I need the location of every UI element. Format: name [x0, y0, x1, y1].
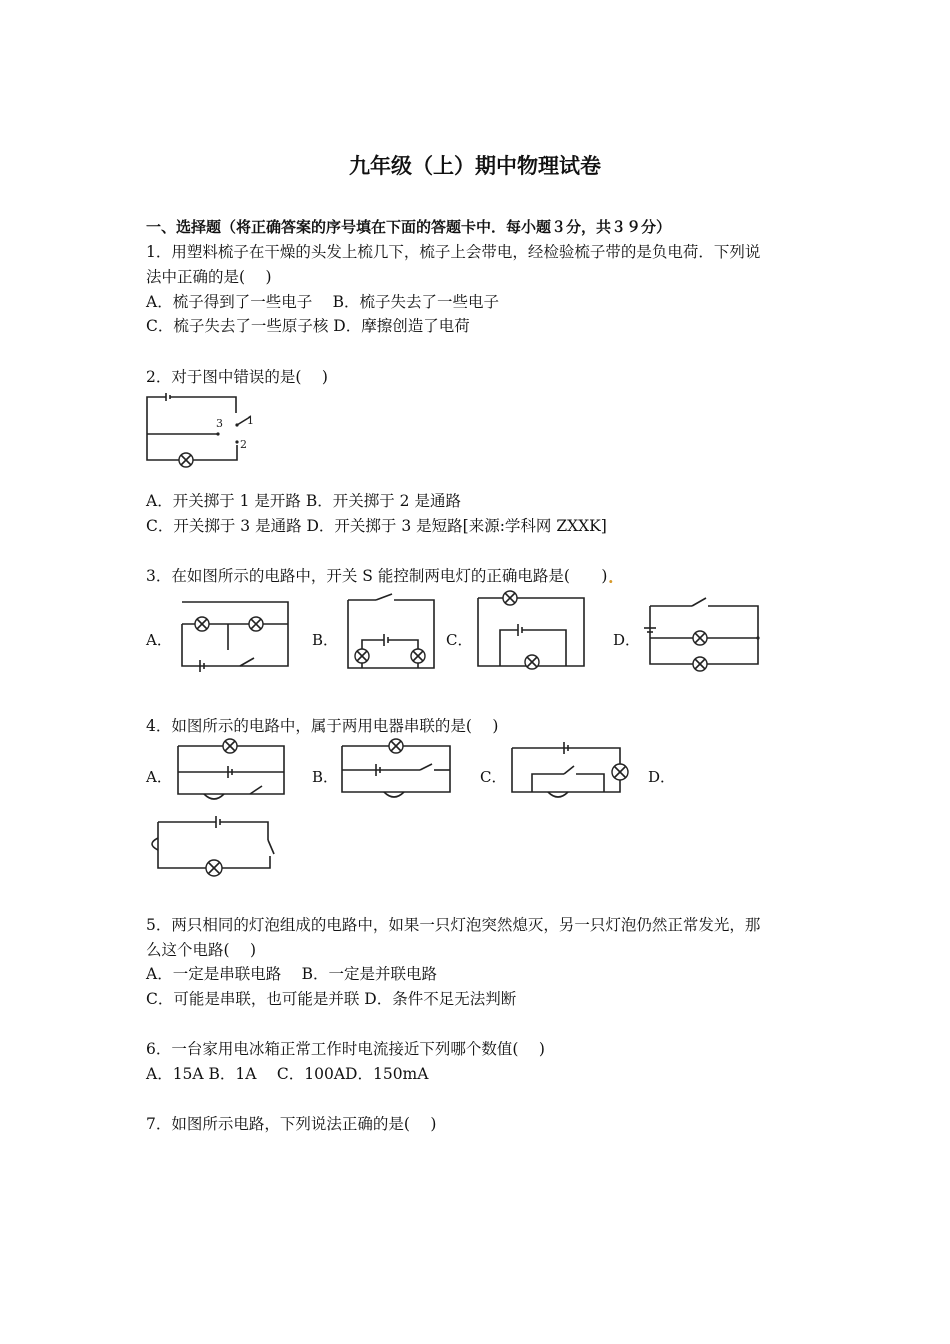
q3-circuit-b — [344, 596, 438, 668]
q4-circuit-d — [146, 814, 278, 872]
q1-stem-line1: 1．用塑料梳子在干燥的头发上梳几下，梳子上会带电，经检验梳子带的是负电荷．下列说 — [146, 243, 761, 261]
q2-label-2: 2 — [240, 438, 247, 451]
q3-circuit-c — [476, 592, 588, 668]
q4-option-c-label: C． — [480, 768, 507, 786]
q2-label-3: 3 — [216, 417, 223, 430]
q4-option-a-label: A． — [146, 768, 172, 786]
q2-stem: 2．对于图中错误的是( ) — [146, 368, 328, 386]
q4-circuit-a — [176, 740, 288, 802]
q5-options-line1: A．一定是串联电路 B．一定是并联电路 — [146, 965, 438, 983]
q4-option-d-label: D． — [648, 768, 676, 786]
q2-options-line1: A．开关掷于 1 是开路 B．开关掷于 2 是通路 — [146, 492, 461, 510]
page-title: 九年级（上）期中物理试卷 — [349, 154, 601, 178]
q3-option-a-label: A． — [146, 631, 172, 649]
q3-option-d-label: D． — [613, 631, 641, 649]
q5-options-line2: C．可能是串联，也可能是并联 D．条件不足无法判断 — [146, 990, 517, 1008]
q4-circuit-b — [340, 738, 454, 800]
q6-options: A．15A B．1A C．100AD．150mA — [146, 1065, 429, 1083]
q2-options-line2: C．开关掷于 3 是通路 D．开关掷于 3 是短路[来源:学科网 ZXXK] — [146, 517, 607, 535]
q7-stem: 7．如图所示电路，下列说法正确的是( ) — [146, 1115, 437, 1133]
q4-circuit-c — [508, 740, 632, 796]
q1-options-line1: A．梳子得到了一些电子 B．梳子失去了一些电子 — [146, 293, 500, 311]
section-heading: 一、选择题（将正确答案的序号填在下面的答题卡中．每小题３分，共３９分） — [146, 218, 672, 236]
q4-option-b-label: B． — [312, 768, 339, 786]
q2-label-1: 1 — [247, 414, 254, 427]
q3-stem-text: 3．在如图所示的电路中，开关 S 能控制两电灯的正确电路是( — [146, 567, 586, 585]
q3-stray-mark: . — [608, 568, 614, 587]
q1-stem-line2: 法中正确的是( ) — [146, 268, 272, 286]
q5-stem-line1: 5．两只相同的灯泡组成的电路中，如果一只灯泡突然熄灭，另一只灯泡仍然正常发光，那 — [146, 916, 761, 934]
q3-stem — [146, 565, 607, 587]
q4-stem: 4．如图所示的电路中，属于两用电器串联的是( ) — [146, 717, 499, 735]
q2-circuit-figure — [144, 391, 256, 463]
q3-circuit-d — [644, 598, 762, 668]
q1-options-line2: C．梳子失去了一些原子核 D．摩擦创造了电荷 — [146, 317, 470, 335]
q3-circuit-a — [178, 600, 292, 668]
q5-stem-line2: 么这个电路( ) — [146, 941, 257, 959]
q3-stem-close: ) — [601, 567, 608, 585]
q6-stem: 6．一台家用电冰箱正常工作时电流接近下列哪个数值( ) — [146, 1040, 545, 1058]
q3-option-b-label: B． — [312, 631, 339, 649]
q3-option-c-label: C． — [446, 631, 473, 649]
